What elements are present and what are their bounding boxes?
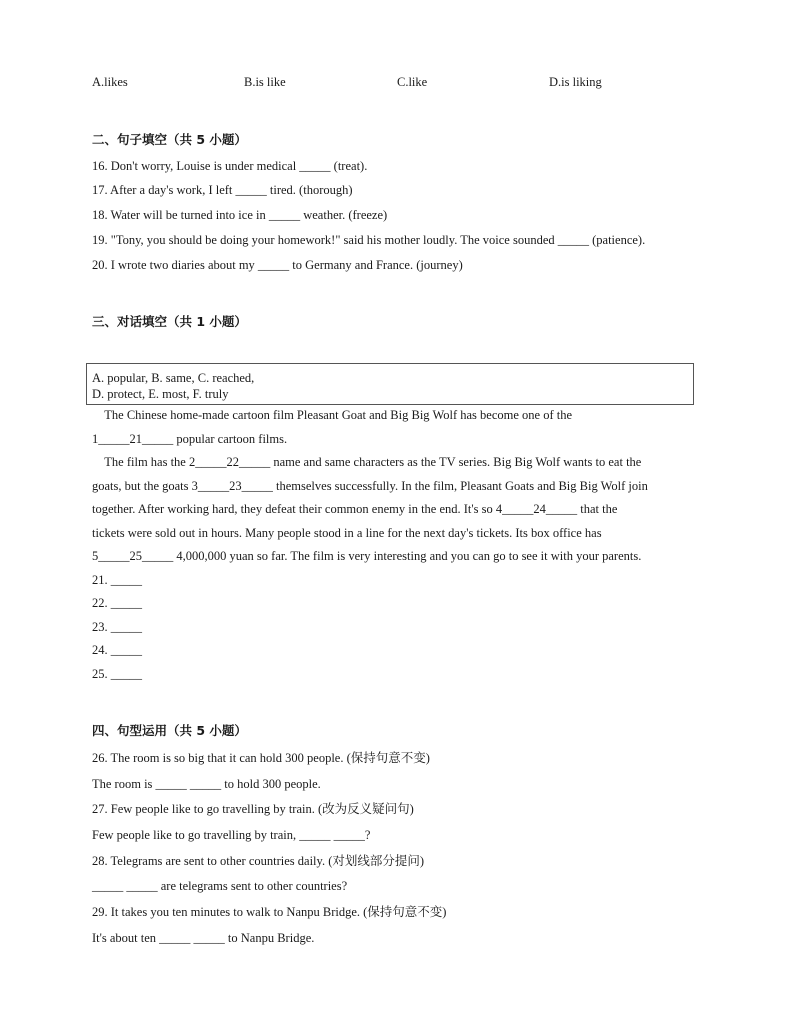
section-2-title: 二、句子填空（共 5 小题） bbox=[92, 132, 247, 147]
section-3-title: 三、对话填空（共 1 小题） bbox=[92, 314, 247, 329]
section-4-title: 四、句型运用（共 5 小题） bbox=[92, 723, 247, 738]
option-d: D.is liking bbox=[549, 75, 602, 89]
answer-22: 22. _____ bbox=[92, 596, 142, 610]
answer-25: 25. _____ bbox=[92, 667, 142, 681]
answer-line-28: _____ _____ are telegrams sent to other countries? bbox=[92, 879, 348, 893]
question-18: 18. Water will be turned into ice in _____ weather. (freeze) bbox=[92, 208, 388, 222]
question-29: 29. It takes you ten minutes to walk to Nanpu Bridge. (保持句意不变) bbox=[92, 905, 447, 919]
option-c: C.like bbox=[397, 75, 428, 89]
passage-line-7: 5_____25_____ 4,000,000 yuan so far. The film is very interesting and you can go to see it with your parents. bbox=[92, 549, 642, 563]
passage-line-2: 1_____21_____ popular cartoon films. bbox=[92, 432, 288, 446]
question-17: 17. After a day's work, I left _____ tired. (thorough) bbox=[92, 183, 353, 197]
passage-line-4: goats, but the goats 3_____23_____ themselves successfully. In the film, Pleasant Goats and Big Big Wolf join bbox=[92, 479, 648, 493]
question-16: 16. Don't worry, Louise is under medical _____ (treat). bbox=[92, 159, 368, 173]
word-box-line-2: D. protect, E. most, F. truly bbox=[92, 387, 229, 401]
answer-23: 23. _____ bbox=[92, 620, 142, 634]
word-box bbox=[86, 363, 694, 405]
question-27: 27. Few people like to go travelling by train. (改为反义疑问句) bbox=[92, 802, 414, 816]
answer-24: 24. _____ bbox=[92, 643, 142, 657]
question-19: 19. "Tony, you should be doing your homework!" said his mother loudly. The voice sounded _____ (patience). bbox=[92, 233, 646, 247]
passage-line-3: The film has the 2_____22_____ name and same characters as the TV series. Big Big Wolf wants to eat the bbox=[92, 455, 642, 469]
answer-line-27: Few people like to go travelling by train, _____ _____? bbox=[92, 828, 371, 842]
question-28: 28. Telegrams are sent to other countries daily. (对划线部分提问) bbox=[92, 854, 425, 868]
passage-line-6: tickets were sold out in hours. Many people stood in a line for the next day's tickets. Its box office has bbox=[92, 526, 602, 540]
passage-line-1: The Chinese home-made cartoon film Pleasant Goat and Big Big Wolf has become one of the bbox=[92, 408, 573, 422]
answer-line-29: It's about ten _____ _____ to Nanpu Bridge. bbox=[92, 931, 315, 945]
answer-21: 21. _____ bbox=[92, 573, 142, 587]
passage-line-5: together. After working hard, they defeat their common enemy in the end. It's so 4_____24_____ that the bbox=[92, 502, 618, 516]
word-box-line-1: A. popular, B. same, C. reached, bbox=[92, 371, 255, 385]
answer-line-26: The room is _____ _____ to hold 300 people. bbox=[92, 777, 321, 791]
question-20: 20. I wrote two diaries about my _____ to Germany and France. (journey) bbox=[92, 258, 463, 272]
option-b: B.is like bbox=[244, 75, 286, 89]
option-a: A.likes bbox=[92, 75, 128, 89]
question-26: 26. The room is so big that it can hold 300 people. (保持句意不变) bbox=[92, 751, 430, 765]
